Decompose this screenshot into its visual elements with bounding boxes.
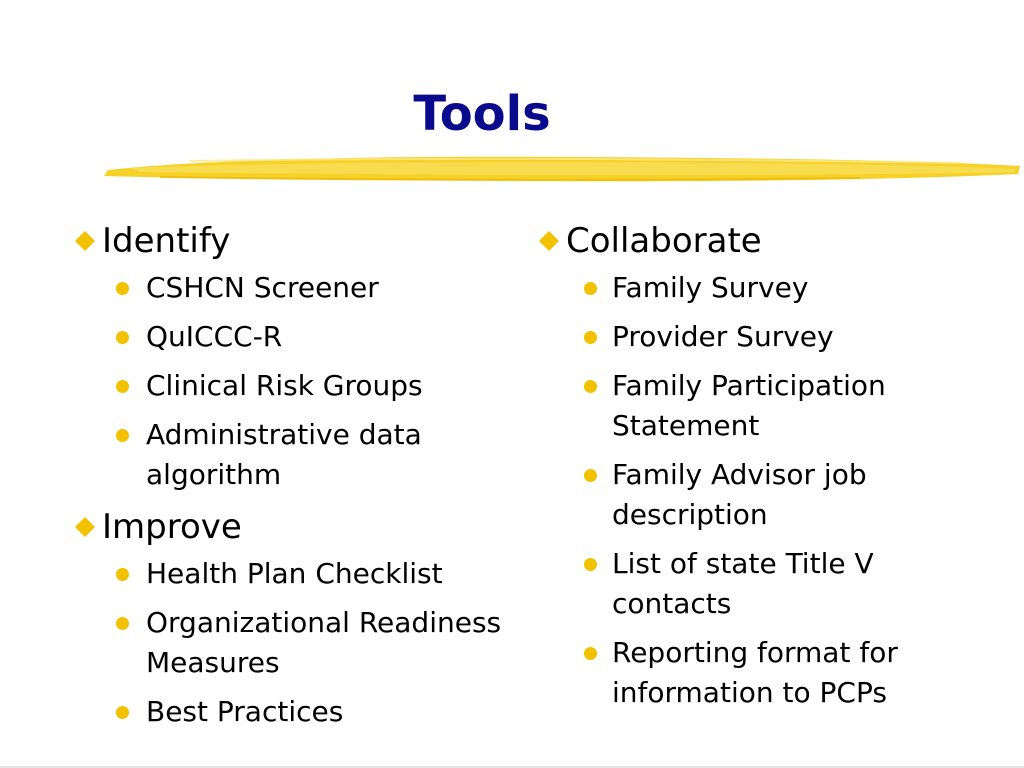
group-identify xyxy=(66,218,506,495)
item-list xyxy=(66,554,506,732)
slide-title: Tools xyxy=(413,86,551,142)
list-item xyxy=(530,268,990,308)
left-column xyxy=(66,218,506,741)
dot-bullet-icon xyxy=(116,568,129,581)
diamond-bullet-icon xyxy=(539,231,559,251)
list-item xyxy=(66,366,506,406)
diamond-bullet-icon xyxy=(75,517,95,537)
group-improve xyxy=(66,504,506,732)
group-collaborate xyxy=(530,218,990,713)
dot-bullet-icon xyxy=(116,331,129,344)
dot-bullet-icon xyxy=(116,706,129,719)
list-item-text: List of state Title V contacts xyxy=(612,547,874,620)
group-heading-label: Collaborate xyxy=(566,221,762,261)
list-item-text: Family Survey xyxy=(612,271,809,304)
right-column xyxy=(530,218,990,722)
highlighter-underline xyxy=(100,148,1024,188)
dot-bullet-icon xyxy=(116,617,129,630)
list-item-text: Reporting format for information to PCPs xyxy=(612,636,898,709)
list-item xyxy=(530,633,990,713)
dot-bullet-icon xyxy=(584,331,597,344)
dot-bullet-icon xyxy=(584,282,597,295)
list-item xyxy=(530,317,990,357)
list-item xyxy=(66,603,506,683)
list-item xyxy=(66,692,506,732)
group-heading xyxy=(66,218,506,264)
list-item xyxy=(530,455,990,535)
list-item-text: Family Advisor job description xyxy=(612,458,867,531)
diamond-bullet-icon xyxy=(75,231,95,251)
list-item-text: CSHCN Screener xyxy=(146,271,379,304)
group-heading xyxy=(530,218,990,264)
item-list xyxy=(66,268,506,495)
list-item xyxy=(66,415,506,495)
list-item xyxy=(530,544,990,624)
list-item-text: Organizational Readiness Measures xyxy=(146,606,502,679)
dot-bullet-icon xyxy=(584,380,597,393)
list-item xyxy=(66,317,506,357)
group-heading-label: Identify xyxy=(102,221,231,261)
list-item-text: Administrative data algorithm xyxy=(146,418,422,491)
list-item xyxy=(66,554,506,594)
list-item-text: QuICCC-R xyxy=(146,320,283,353)
list-item xyxy=(530,366,990,446)
item-list xyxy=(530,268,990,713)
dot-bullet-icon xyxy=(116,429,129,442)
group-heading xyxy=(66,504,506,550)
list-item-text: Provider Survey xyxy=(612,320,834,353)
list-item-text: Health Plan Checklist xyxy=(146,557,443,590)
list-item-text: Family Participation Statement xyxy=(612,369,886,442)
group-heading-label: Improve xyxy=(102,507,242,547)
dot-bullet-icon xyxy=(584,469,597,482)
dot-bullet-icon xyxy=(116,380,129,393)
dot-bullet-icon xyxy=(116,282,129,295)
dot-bullet-icon xyxy=(584,558,597,571)
list-item xyxy=(66,268,506,308)
dot-bullet-icon xyxy=(584,647,597,660)
list-item-text: Best Practices xyxy=(146,695,344,728)
list-item-text: Clinical Risk Groups xyxy=(146,369,423,402)
